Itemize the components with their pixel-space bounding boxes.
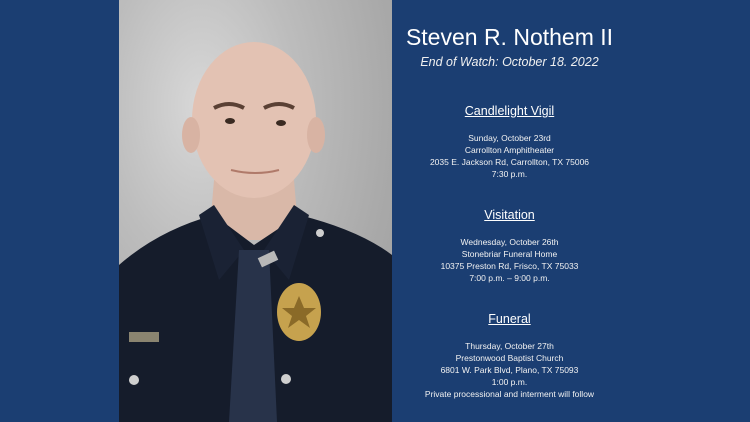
officer-portrait	[119, 0, 392, 422]
memorial-info-panel	[392, 0, 627, 422]
officer-name: Steven R. Nothem II	[405, 24, 614, 50]
event-date: Thursday, October 27th	[465, 341, 554, 351]
end-of-watch: End of Watch: October 18. 2022	[420, 55, 599, 69]
event-venue: Carrollton Amphitheater	[464, 145, 555, 155]
section-visitation	[392, 208, 627, 284]
event-time: 7:30 p.m.	[491, 169, 528, 179]
portrait-illustration	[119, 0, 392, 422]
event-date: Wednesday, October 26th	[460, 237, 559, 247]
event-date: Sunday, October 23rd	[468, 133, 551, 143]
event-note: Private processional and interment will follow	[424, 389, 595, 399]
section-candlelight-vigil	[392, 104, 627, 180]
event-address: 10375 Preston Rd, Frisco, TX 75033	[440, 261, 579, 271]
section-title: Funeral	[488, 312, 531, 326]
event-time: 1:00 p.m.	[491, 377, 528, 387]
event-time: 7:00 p.m. – 9:00 p.m.	[469, 273, 550, 283]
section-title: Candlelight Vigil	[464, 104, 555, 118]
event-venue: Prestonwood Baptist Church	[455, 353, 564, 363]
section-funeral	[392, 312, 627, 400]
event-address: 6801 W. Park Blvd, Plano, TX 75093	[440, 365, 579, 375]
section-title: Visitation	[484, 208, 535, 222]
event-venue: Stonebriar Funeral Home	[461, 249, 558, 259]
event-address: 2035 E. Jackson Rd, Carrollton, TX 75006	[429, 157, 590, 167]
